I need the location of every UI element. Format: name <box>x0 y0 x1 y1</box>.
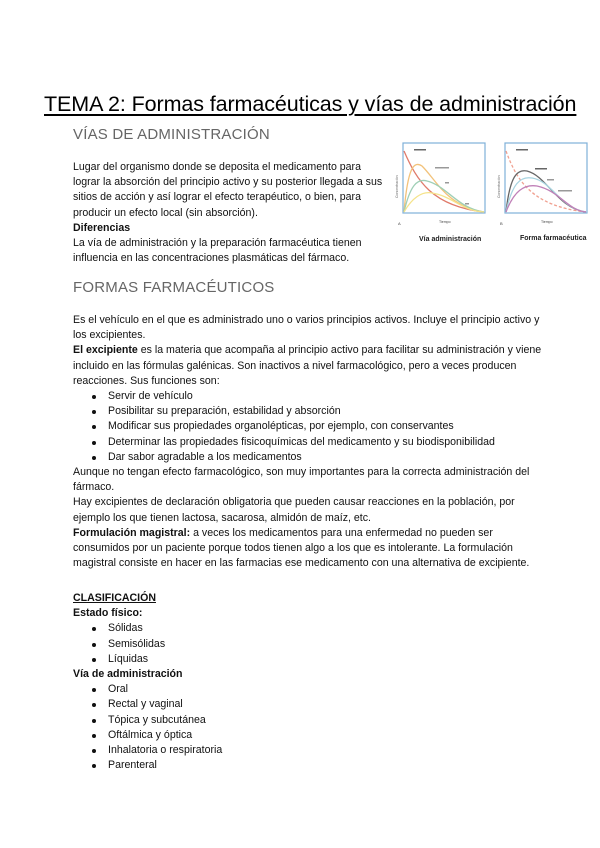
declaracion-paragraph: Hay excipientes de declaración obligatoria que pueden causar reacciones en la población, por ejemplo los que tienen lactosa, sacarosa, almidón de maíz, etc. <box>73 496 515 524</box>
formulacion-term: Formulación magistral: <box>73 526 191 539</box>
list-item: Semisólidas <box>73 637 373 652</box>
formulacion-paragraph <box>73 526 543 572</box>
via-administracion-list <box>73 682 373 773</box>
list-item: Posibilitar su preparación, estabilidad y absorción <box>73 404 543 419</box>
list-item: Servir de vehículo <box>73 389 543 404</box>
list-item: Líquidas <box>73 652 373 667</box>
list-item: Tópica y subcutánea <box>73 713 373 728</box>
svg-text:Tiempo: Tiempo <box>541 220 553 224</box>
formulacion-definition: a veces los medicamentos para una enfermedad no pueden ser consumidos por un paciente porque todos tienen algo a los que es intolerante. La formulación magistral consiste en hacer en las farmacias ese medicamento con una alternativa de excipiente. <box>73 526 530 570</box>
svg-text:B: B <box>500 221 503 226</box>
via-administracion-label: Vía de administración <box>73 668 183 681</box>
list-item: Inhalatoria o respiratoria <box>73 743 373 758</box>
list-item: Oftálmica y óptica <box>73 728 373 743</box>
clasificacion-heading: CLASIFICACIÓN <box>73 592 156 604</box>
vias-definition: Lugar del organismo donde se deposita el medicamento para lograr la absorción del principio activo y su posterior llegada a sus sitios de acción y así lograr el efecto terapéutico, o bien, para producir un efecto local (sin absorción). <box>73 161 383 219</box>
figure-caption-a: Vía administración <box>419 236 482 243</box>
diferencias-text: La vía de administración y la preparación farmacéutica tienen influencia en las concentraciones plasmáticas del fármaco. <box>73 237 362 265</box>
funciones-list <box>73 389 543 465</box>
pharmacokinetics-figure <box>392 136 592 266</box>
excipiente-term: El excipiente <box>73 344 138 357</box>
svg-text:Concentración: Concentración <box>497 175 501 198</box>
diferencias-heading: Diferencias <box>73 221 131 234</box>
list-item: Determinar las propiedades fisicoquímicas del medicamento y su biodisponibilidad <box>73 435 543 450</box>
svg-text:Concentración: Concentración <box>395 175 399 198</box>
list-item: Sólidas <box>73 621 373 636</box>
svg-text:Tiempo: Tiempo <box>439 220 451 224</box>
list-item: Parenteral <box>73 758 373 773</box>
section-vias-body <box>73 160 383 266</box>
list-item: Oral <box>73 682 373 697</box>
formas-intro: Es el vehículo en el que es administrado uno o varios principios activos. Incluye el principio activo y los excipientes. <box>73 314 540 342</box>
svg-text:A: A <box>398 221 401 226</box>
clasificacion-section <box>73 591 373 773</box>
list-item: Dar sabor agradable a los medicamentos <box>73 450 543 465</box>
excipiente-definition: es la materia que acompaña al principio activo para facilitar su administración y viene incluido en las fórmulas galénicas. Son inactivos a nivel farmacológico, pero a veces producen reacciones. Sus funciones son: <box>73 344 542 387</box>
list-item: Modificar sus propiedades organolépticas, por ejemplo, con conservantes <box>73 419 543 434</box>
figure-caption-b: Forma farmacéutica <box>520 235 587 242</box>
excipiente-paragraph <box>73 343 543 389</box>
section-formas-body <box>73 313 543 571</box>
chart-via-administracion <box>392 136 592 266</box>
list-item: Rectal y vaginal <box>73 697 373 712</box>
estado-fisico-label: Estado físico: <box>73 607 143 620</box>
aunque-paragraph: Aunque no tengan efecto farmacológico, son muy importantes para la correcta administración del fármaco. <box>73 466 530 494</box>
section-heading-formas: FORMAS FARMACÉUTICOS <box>73 279 275 296</box>
section-heading-vias: VÍAS DE ADMINISTRACIÓN <box>73 126 270 143</box>
page-title: TEMA 2: Formas farmacéuticas y vías de administración <box>44 92 577 116</box>
estado-fisico-list <box>73 621 373 667</box>
